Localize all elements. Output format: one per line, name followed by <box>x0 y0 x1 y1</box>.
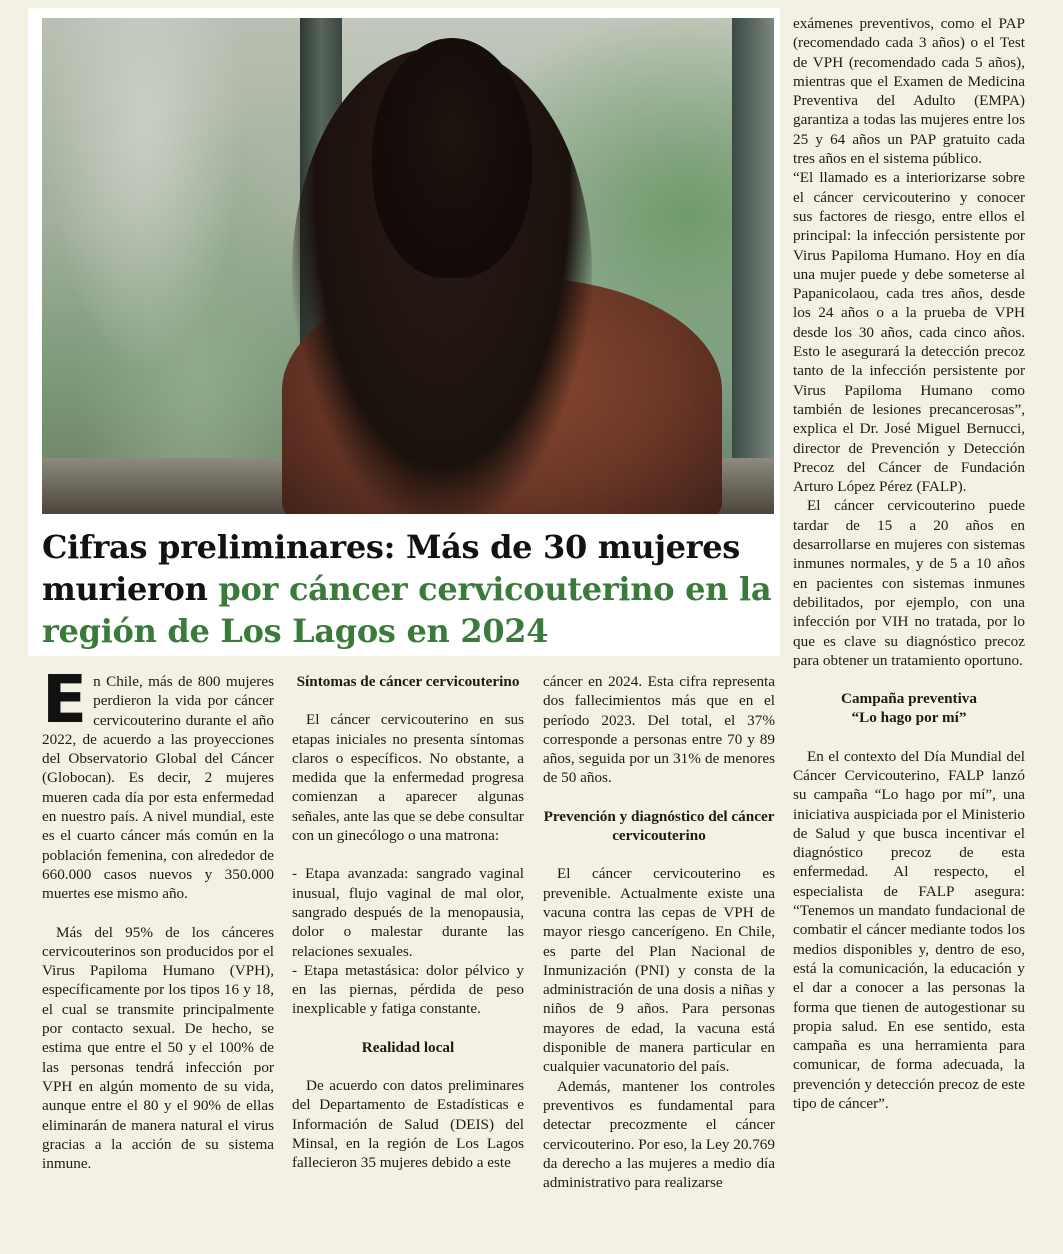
headline-green: por cáncer cervicouterino en la región de Los Lagos en 2024 <box>42 570 772 650</box>
col2-paragraph-3: - Etapa metastásica: dolor pélvico y en las piernas, pérdida de peso inexplicable y fatiga constante. <box>292 961 524 1018</box>
window-view-left <box>42 18 300 514</box>
col1-paragraph-1: n Chile, más de 800 mujeres perdieron la vida por cáncer cervicouterino durante el año 2022, de acuerdo a las proyecciones del Observatorio Global del Cáncer (Globocan). Es decir, 2 mujeres mueren cada día por esta enfermedad en nuestro país. A nivel mundial, este es el cuarto cáncer más común en la población femenina, con alrededor de 660.000 casos nuevos y 350.000 muertes ese mismo año. <box>42 673 274 903</box>
column-3 <box>543 672 775 1192</box>
column-1 <box>42 661 274 1173</box>
subhead-local-reality: Realidad local <box>361 1038 455 1056</box>
column-4 <box>793 14 1025 1113</box>
col4-paragraph-4: En el contexto del Día Mundial del Cáncer Cervicouterino, FALP lanzó su campaña “Lo hago por mí”, una iniciativa auspiciada por el Ministerio de Salud y que busca incentivar el diagnóstico precoz de esta enfermedad. Al respecto, el especialista de FALP asegura: “Tenemos un mandato fundacional de combatir el cáncer mediante todos los medios disponibles y, dentro de eso, está la comunicación, la educación y el dar a conocer a las personas la forma que tienen de autogestionar su propia salud. En ese sentido, esta campaña es una herramienta para comunicar, de forma adecuada, la prevención y detección precoz de este tipo de cáncer”. <box>793 747 1025 1113</box>
col2-paragraph-4: De acuerdo con datos preliminares del Departamento de Estadísticas e Información de Salud (DEIS) del Minsal, en la región de Los Lagos fallecieron 35 mujeres debido a este <box>292 1077 524 1172</box>
col4-paragraph-3: El cáncer cervicouterino puede tardar de 15 a 20 años en desarrollarse en mujeres con sistemas inmunes normales, y de 5 a 10 años en pacientes con sistemas inmunes debilitados, por ejemplo, con una infección por VIH no tratada, por lo que es clave su diagnóstico precoz para obtener un tratamiento oportuno. <box>793 497 1025 669</box>
woman-head <box>372 38 532 278</box>
article-headline <box>42 526 772 652</box>
subhead-symptoms: Síntomas de cáncer cervicouterino <box>296 673 520 690</box>
column-2 <box>292 672 524 1173</box>
col3-paragraph-1: cáncer en 2024. Esta cifra representa dos fallecimientos más que en el período 2023. Del total, el 37% corresponde a personas entre 70 y 89 años, seguida por un 31% de menores de 50 años. <box>543 673 775 787</box>
col2-paragraph-2: - Etapa avanzada: sangrado vaginal inusual, flujo vaginal de mal olor, sangrado después de la menopausia, dolor o malestar durante las relaciones sexuales. <box>292 865 524 960</box>
col4-paragraph-2: “El llamado es a interiorizarse sobre el cáncer cervicouterino y conocer sus factores de riesgo, entre ellos el principal: la infección persistente por Virus Papiloma Humano. Hoy en día una mujer puede y debe someterse al Papanicolaou, cada tres años, desde los 24 años o a la prueba de VPH desde los 30 años, cada cinco años. Esto le asegurará la detección precoz tanto de la infección persistente por Virus Papiloma Humano como también de lesiones precancerosas”, explica el Dr. José Miguel Bernucci, director de Prevención y Detección Precoz del Cáncer de Fundación Arturo López Pérez (FALP). <box>793 169 1025 496</box>
woman-at-window-photo <box>42 18 774 514</box>
col4-paragraph-1: exámenes preventivos, como el PAP (recomendado cada 3 años) o el Test de VPH (recomendado cada 5 años), mientras que el Examen de Medicina Preventiva del Adulto (EMPA) garantiza a todas las mujeres entre los 25 y 64 años un PAP gratuito cada tres años en el sistema público. <box>793 15 1025 168</box>
headline-black: Cifras preliminares: Más de 30 mujeres murieron <box>42 528 741 608</box>
subhead-campaign-slogan: “Lo hago por mí” <box>851 709 967 727</box>
col1-paragraph-2: Más del 95% de los cánceres cervicouterinos son producidos por el Virus Papiloma Humano (VPH), específicamente por los tipos 16 y 18, el cual se transmite principalmente por contacto sexual. De hecho, se estima que entre el 50 y el 100% de las personas tendrá infección por VPH en algún momento de su vida, aunque entre el 80 y el 90% de ellas eliminarán de manera natural el virus gracias a la acción de su sistema inmune. <box>42 923 274 1173</box>
col2-paragraph-1: El cáncer cervicouterino en sus etapas iniciales no presenta síntomas claros o específicos. No obstante, a medida que la enfermedad progresa comienzan a aparecer algunas señales, ante las que se debe consultar con un ginecólogo o una matrona: <box>292 711 524 845</box>
col3-paragraph-2: El cáncer cervicouterino es prevenible. Actualmente existe una vacuna contra las cepas de VPH de mayor riesgo cancerígeno. En Chile, es parte del Plan Nacional de Inmunización (PNI) y consta de la administración de una dosis a niñas y niños de 9 años. Para personas mayores de edad, la vacuna está disponible de manera particular en cualquier vacunatorio del país. <box>543 865 775 1076</box>
subhead-prevention: Prevención y diagnóstico del cáncer cervicouterino <box>543 807 775 845</box>
drop-cap: E <box>42 661 88 738</box>
subhead-campaign: Campaña preventiva <box>841 690 977 708</box>
col3-paragraph-3: Además, mantener los controles preventivos es fundamental para detectar precozmente el cáncer cervicouterino. Por eso, la Ley 20.769 da derecho a las mujeres a medio día administrativo para realizarse <box>543 1077 775 1192</box>
window-frame-right <box>732 18 774 514</box>
